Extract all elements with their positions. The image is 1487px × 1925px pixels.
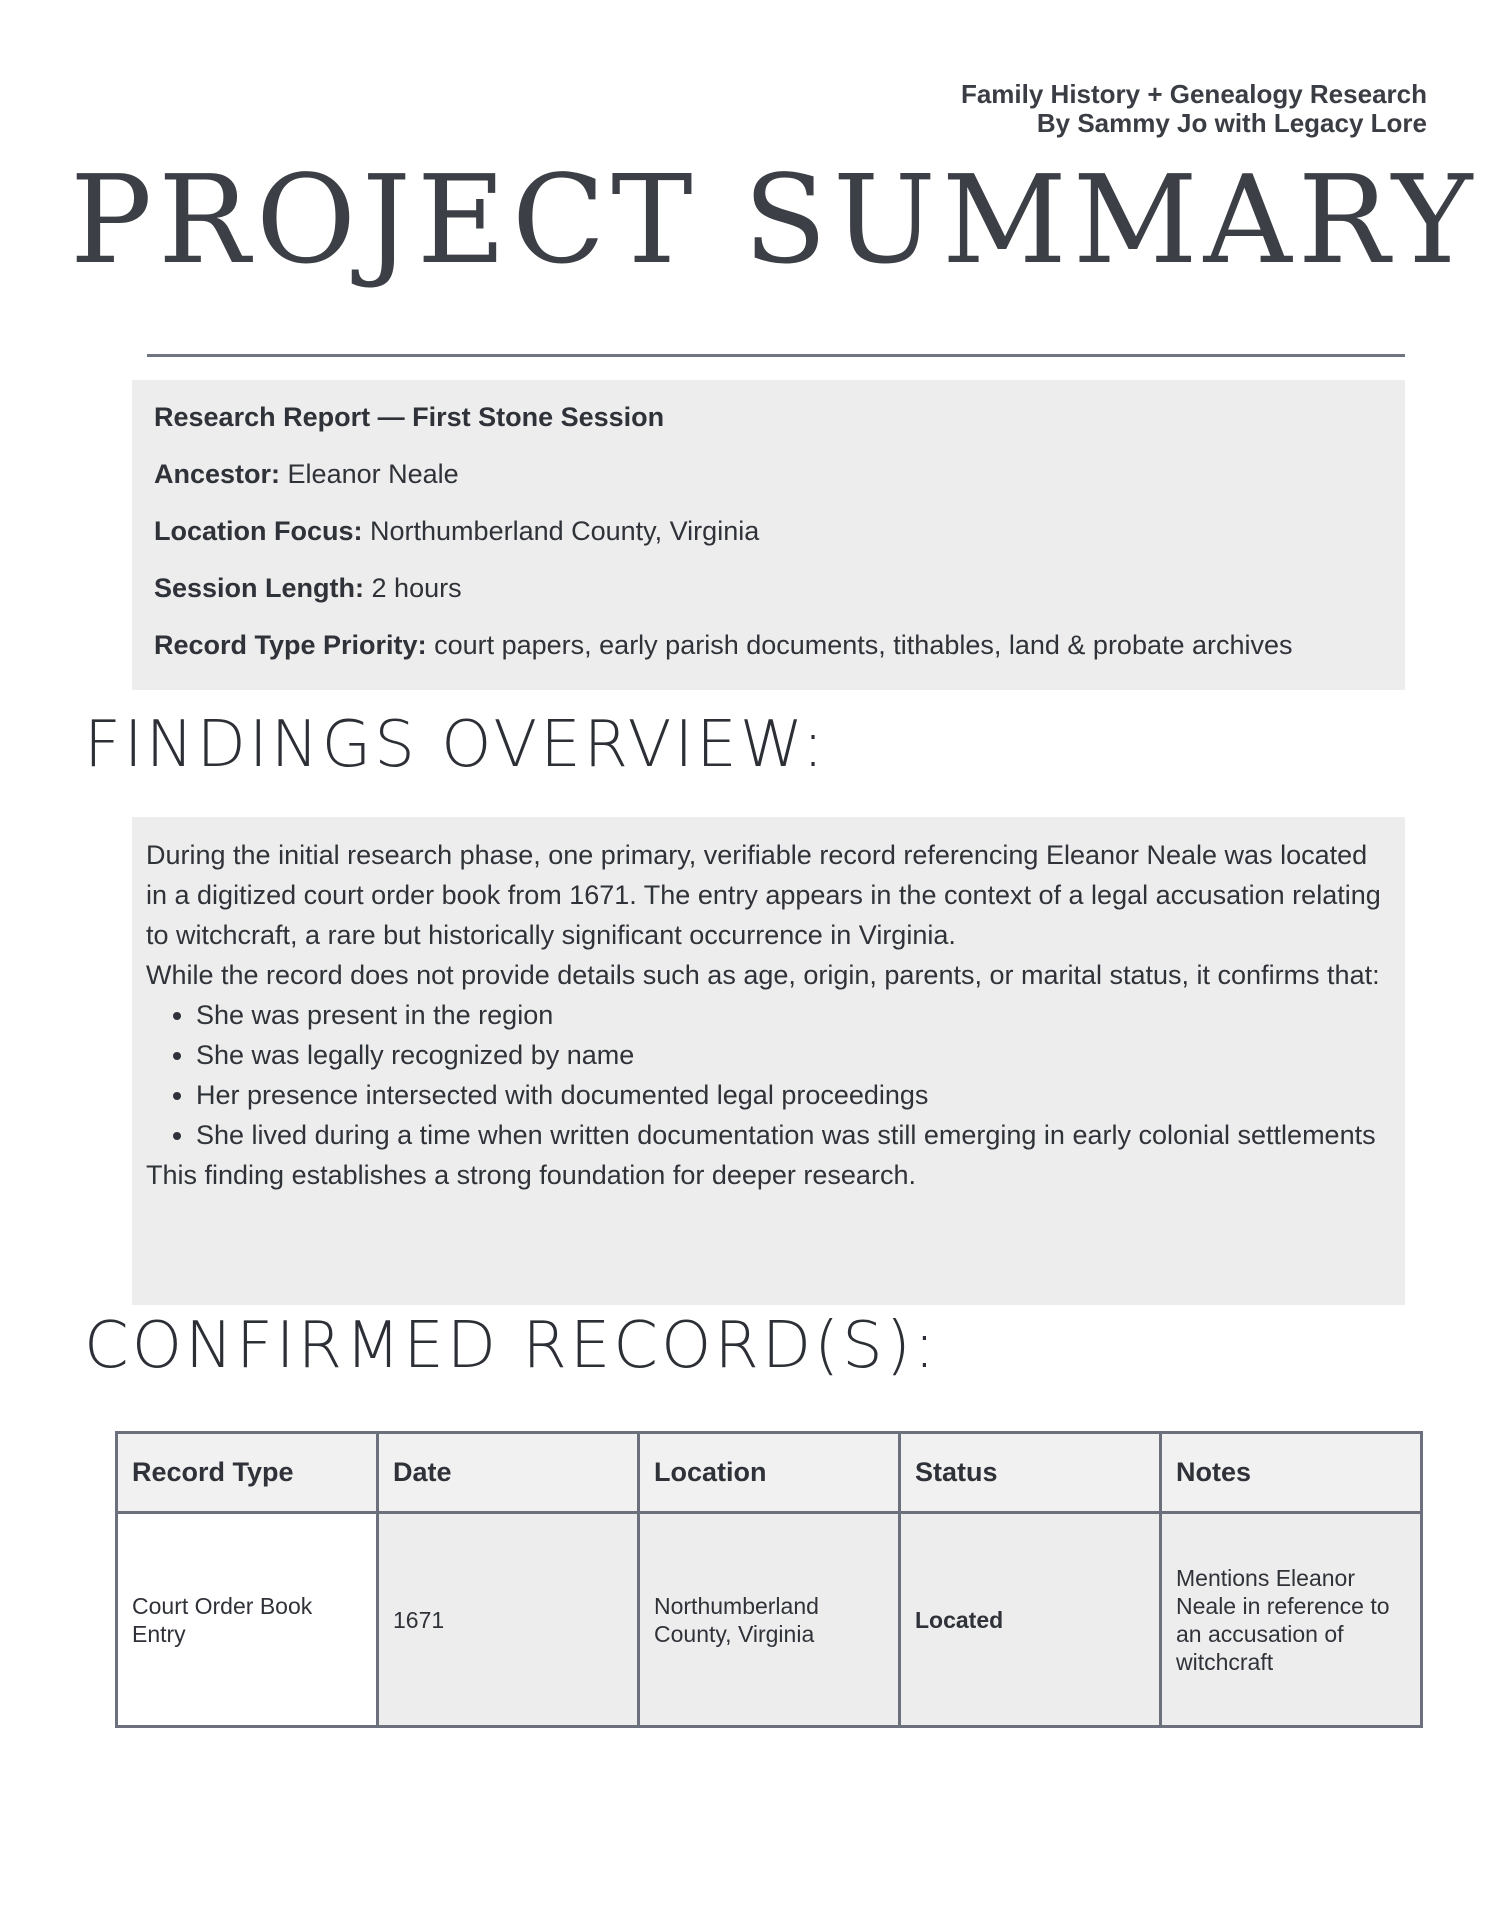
ancestor-row — [154, 459, 1383, 489]
header-credit — [961, 80, 1427, 138]
priority-value: court papers, early parish documents, tithables, land & probate archives — [434, 630, 1293, 660]
column-header-record-type: Record Type — [117, 1433, 378, 1513]
location-label: Location Focus: — [154, 516, 363, 546]
findings-list — [146, 995, 1391, 1155]
session-value: 2 hours — [371, 573, 462, 603]
report-title — [154, 402, 1383, 432]
session-label: Session Length: — [154, 573, 365, 603]
table-row — [117, 1513, 1422, 1727]
records-heading: CONFIRMED RECORD(S): — [84, 1309, 939, 1383]
cell-status: Located — [900, 1513, 1161, 1727]
findings-box — [132, 817, 1405, 1305]
ancestor-value: Eleanor Neale — [287, 459, 459, 489]
findings-paragraph-1: During the initial research phase, one primary, verifiable record referencing Eleanor Neale was located in a digitized court order book from 1671. The entry appears in the context of a legal accusation relating to witchcraft, a rare but historically significant occurrence in Virginia. — [146, 840, 1381, 950]
findings-heading: FINDINGS OVERVIEW: — [84, 708, 827, 782]
cell-date: 1671 — [378, 1513, 639, 1727]
credit-line-2: By Sammy Jo with Legacy Lore — [1036, 108, 1427, 138]
column-header-date: Date — [378, 1433, 639, 1513]
cell-notes: Mentions Eleanor Neale in reference to an accusation of witchcraft — [1161, 1513, 1422, 1727]
findings-closing: This finding establishes a strong foundation for deeper research. — [146, 1160, 916, 1190]
page-title: PROJECT SUMMARY — [70, 149, 1479, 291]
credit-line-1: Family History + Genealogy Research — [960, 79, 1427, 109]
column-header-location: Location — [639, 1433, 900, 1513]
list-item: • She was legally recognized by name — [196, 1035, 1391, 1075]
cell-record-type: Court Order Book Entry — [117, 1513, 378, 1727]
table-header-row — [117, 1433, 1422, 1513]
session-row — [154, 573, 1383, 603]
summary-box — [132, 380, 1405, 690]
findings-paragraph-2: While the record does not provide details such as age, origin, parents, or marital status, it confirms that: — [146, 960, 1380, 990]
priority-row — [154, 630, 1383, 660]
report-title-text: Research Report — First Stone Session — [154, 402, 665, 432]
priority-label: Record Type Priority: — [154, 630, 427, 660]
list-item: • She was present in the region — [196, 995, 1391, 1035]
list-item: • She lived during a time when written documentation was still emerging in early colonial settlements — [196, 1115, 1391, 1155]
column-header-status: Status — [900, 1433, 1161, 1513]
location-value: Northumberland County, Virginia — [370, 516, 760, 546]
column-header-notes: Notes — [1161, 1433, 1422, 1513]
cell-location: Northumberland County, Virginia — [639, 1513, 900, 1727]
records-table — [115, 1431, 1423, 1728]
title-divider — [147, 354, 1405, 357]
list-item: • Her presence intersected with documented legal proceedings — [196, 1075, 1391, 1115]
location-row — [154, 516, 1383, 546]
ancestor-label: Ancestor: — [154, 459, 281, 489]
